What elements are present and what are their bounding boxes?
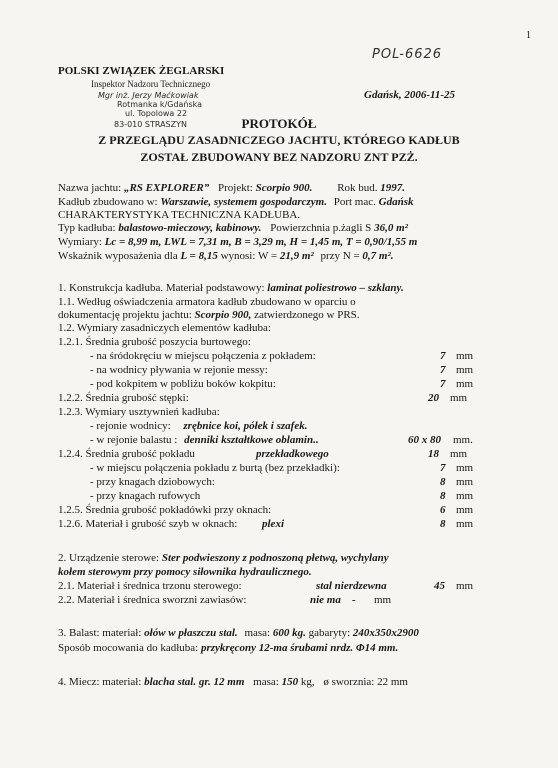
yacht-year: 1997.: [380, 182, 406, 194]
section2-heading-cont: kołem sterowym przy pomocy siłownika hydraulicznego.: [58, 566, 312, 578]
section1-2-5: 1.2.5. Średnia grubość pokładówki przy oknach:: [58, 504, 272, 516]
section1-2-6: 1.2.6. Materiał i grubość szyb w oknach:: [58, 518, 238, 530]
section1-2-4-b: - przy knagach dziobowych:: [90, 476, 215, 488]
yacht-name-line: Nazwa jachtu: „RS EXPLORER” Projekt: Scorpio 900. Rok bud. 1997.: [58, 182, 406, 194]
section1-2-4-c: - przy knagach rufowych: [90, 490, 201, 502]
section3-line2: Sposób mocowania do kadłuba: przykręcony 12-ma śrubami nrdz. Φ14 mm.: [58, 642, 399, 654]
yacht-equip-line: Wskaźnik wyposażenia dla L = 8,15 wynosi: W = 21,9 m² przy N = 0,7 m².: [58, 250, 394, 262]
section1-2-3-a: - rejonie wodnicy: zrębnice koi, półek i szafek.: [90, 420, 308, 432]
yacht-name: „RS EXPLORER”: [123, 182, 210, 194]
stamp-name: Mgr inż. Jerzy Maćkowiak: [98, 91, 199, 100]
char-heading: CHARAKTERYSTYKA TECHNICZNA KADŁUBA.: [58, 209, 301, 221]
section1-2: 1.2. Wymiary zasadniczych elementów kadłuba:: [58, 322, 271, 334]
title-line1: PROTOKÓŁ: [241, 116, 317, 131]
section1-2-3: 1.2.3. Wymiary usztywnień kadłuba:: [58, 406, 220, 418]
yacht-built: Warszawie, systemem gospodarczym.: [160, 196, 327, 208]
section1-2-1-a: - na śródokręciu w miejscu połączenia z pokładem:: [90, 350, 316, 362]
document-date: Gdańsk, 2006-11-25: [364, 89, 456, 101]
section2-2: 2.2. Materiał i średnica sworzni zawiasów:: [58, 594, 247, 606]
section1-2-3-b: - w rejonie balastu : denniki kształtkowe oblamin..: [90, 434, 319, 446]
reference-number: POL-6626: [372, 47, 443, 62]
section1-2-4: 1.2.4. Średnia grubość pokładu: [58, 448, 195, 460]
yacht-type-line: Typ kadłuba: balastowo-mieczowy, kabinowy. Powierzchnia p.żagli S 36,0 m²: [58, 222, 408, 234]
stamp-street2: ul. Topolowa 22: [125, 109, 188, 118]
yacht-sail: 36,0 m²: [374, 222, 408, 234]
section1-1-line-b: dokumentację projektu jachtu: Scorpio 900, zatwierdzonego w PRS.: [58, 309, 360, 321]
page-number: 1: [526, 30, 531, 41]
section2-heading: 2. Urządzenie sterowe: Ster podwieszony z podnoszoną płetwą, wychylany: [58, 552, 389, 564]
section1-2-1-c: - pod kokpitem w pobliżu boków kokpitu:: [90, 378, 276, 390]
yacht-type: balastowo-mieczowy, kabinowy.: [118, 222, 262, 234]
stamp-street1: Rotmanka k/Gdańska: [117, 100, 203, 109]
section3-line1: 3. Balast: materiał: ołów w płaszczu stal. masa: 600 kg. gabaryty: 240x350x2900: [58, 627, 419, 639]
section1-2-4-a: - w miejscu połączenia pokładu z burtą (bez przekładki):: [90, 462, 340, 474]
organization-name: POLSKI ZWIĄZEK ŻEGLARSKI: [58, 65, 225, 77]
section4-line: 4. Miecz: materiał: blacha stal. gr. 12 mm masa: 150 kg, ø sworznia: 22 mm: [58, 676, 408, 688]
section1-heading: 1. Konstrukcja kadłuba. Materiał podstawowy: laminat poliestrowo – szklany.: [58, 282, 404, 294]
section1-1-line-a: 1.1. Według oświadczenia armatora kadłub zbudowano w oparciu o: [58, 296, 356, 308]
stamp-city: 83-010 STRASZYN: [114, 120, 187, 129]
inspector-title: Inspektor Nadzoru Technicznego: [91, 79, 211, 89]
section1-2-2: 1.2.2. Średnia grubość stępki:: [58, 392, 189, 404]
section2-1: 2.1. Materiał i średnica trzonu sterowego:: [58, 580, 242, 592]
section1-2-1: 1.2.1. Średnia grubość poszycia burtowego:: [58, 336, 251, 348]
title-line3: ZOSTAŁ ZBUDOWANY BEZ NADZORU ZNT PZŻ.: [140, 150, 418, 164]
yacht-built-line: Kadłub zbudowano w: Warszawie, systemem gospodarczym. Port mac. Gdańsk: [58, 196, 414, 208]
document-page: 1 POL-6626 POLSKI ZWIĄZEK ŻEGLARSKI Inspektor Nadzoru Technicznego Mgr inż. Jerzy Maćkowiak Rotmanka k/Gdańska ul. Topolowa 22 83-010 STRASZYN Gdańsk, 2006-11-25 PROTOKÓŁ Z PRZEGLĄDU ZASADNICZEGO JACHTU, KTÓREGO KADŁUB ZOSTAŁ ZBUDOWANY BEZ NADZORU ZNT PZŻ. Nazwa jachtu: „RS EXPLORER” Projekt: Scorpio 900. Rok bud. 1997. Kadłub zbudowano w: Warszawie, systemem gospodarczym. Port mac. Gdańsk CHARAKTERYSTYKA TECHNICZNA KADŁUBA. Typ kadłuba: balastowo-mieczowy, kabinowy. Powierzchnia p.żagli S 36,0 m² Wymiary: Lc = 8,99 m, LWL = 7,31 m, B = 3,29 m, H = 1,45 m, T = 0,90/1,55 m Wskaźnik wyposażenia dla L = 8,15 wynosi: W = 21,9 m² przy N = 0,7 m². 1. Konstrukcja kadłuba. Materiał podstawowy: laminat poliestrowo – szklany. 1.1. Według oświadczenia armatora kadłub zbudowano w oparciu o dokumentację projektu jachtu: Scorpio 900, zatwierdzonego w PRS. 1.2. Wymiary zasadniczych elementów kadłuba: 1.2.1. Średnia grubość poszycia burtowego: - na śródokręciu w miejscu połączenia z pokładem: 7 mm - na wodnicy pływania w rejonie messy: 7 mm - pod kokpitem w pobliżu boków kokpitu: 7 mm 1.2.2. Średnia grubość stępki: 20 mm 1.2.3. Wymiary usztywnień kadłuba: - rejonie wodnicy: zrębnice koi, półek i szafek. - w rejonie balastu : denniki kształtkowe oblamin.. 60 x 80 mm. 1.2.4. Średnia grubość pokładu przekładkowego 18 mm - w miejscu połączenia pokładu z burtą (bez przekładki): 7 mm - przy knagach dziobowych: 8 mm - przy knagach rufowych 8 mm 1.2.5. Średnia grubość pokładówki przy oknach: 6 mm 1.2.6. Materiał i grubość szyb w oknach: plexi 8 mm 2. Urządzenie sterowe: Ster podwieszony z podnoszoną płetwą, wychylany kołem sterowym przy pomocy siłownika hydraulicznego. 2.1. Materiał i średnica trzonu sterowego: stal nierdzewna 45 mm 2.2. Materiał i średnica sworzni zawiasów: nie ma - mm 3. Balast: materiał: ołów w płaszczu stal. masa: 600 kg. gabaryty: 240x350x2900 Sposób mocowania do kadłuba: przykręcony 12-ma śrubami nrdz. Φ14 mm. 4. Miecz: materiał: blacha stal. gr. 12 mm masa: 150 kg, ø sworznia: 22 mm: [0, 0, 558, 768]
yacht-port: Gdańsk: [378, 196, 414, 208]
section1-2-1-b: - na wodnicy pływania w rejonie messy:: [90, 364, 268, 376]
yacht-project: Scorpio 900.: [255, 182, 313, 194]
title-line2: Z PRZEGLĄDU ZASADNICZEGO JACHTU, KTÓREGO KADŁUB: [98, 133, 460, 147]
yacht-dims-line: Wymiary: Lc = 8,99 m, LWL = 7,31 m, B = 3,29 m, H = 1,45 m, T = 0,90/1,55 m: [58, 236, 418, 248]
